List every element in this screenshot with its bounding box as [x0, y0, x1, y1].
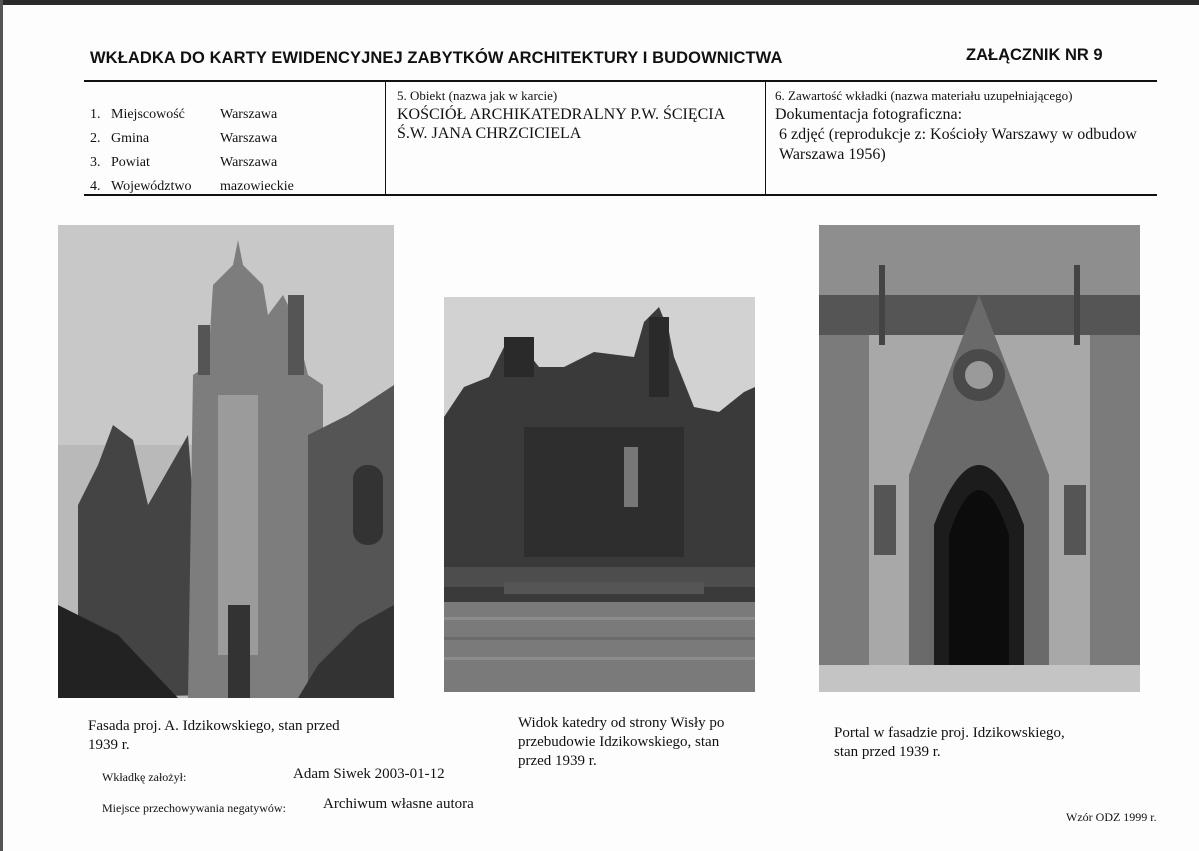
field-num-2: 2. [90, 131, 101, 146]
contents-line1: Dokumentacja fotograficzna: [775, 106, 963, 123]
portal-photo [819, 225, 1140, 692]
photo-caption-2-line3: przed 1939 r. [518, 753, 597, 769]
photo-caption-2 [518, 714, 778, 771]
table-divider-1 [385, 81, 386, 195]
object-name-line1: KOŚCIÓŁ ARCHIKATEDRALNY P.W. ŚCIĘCIA [397, 106, 726, 123]
field-value-voivodeship: mazowieckie [220, 179, 294, 194]
photo-caption-1-line2: 1939 r. [88, 737, 130, 753]
annex-number: ZAŁĄCZNIK NR 9 [966, 46, 1103, 64]
form-title: WKŁADKA DO KARTY EWIDENCYJNEJ ZABYTKÓW ARCHITEKTURY I BUDOWNICTWA [90, 49, 783, 67]
field-label-locality: Miejscowość [111, 107, 185, 122]
field-label-district: Powiat [111, 155, 150, 170]
scan-top-edge [0, 0, 1199, 5]
table-divider-2 [765, 81, 766, 195]
photo-caption-3-line1: Portal w fasadzie proj. Idzikowskiego, [834, 725, 1065, 741]
object-name-line2: Ś.W. JANA CHRZCICIELA [397, 125, 582, 142]
field-label-commune: Gmina [111, 131, 150, 146]
field-num-3: 3. [90, 155, 101, 170]
field-value-locality: Warszawa [220, 107, 278, 122]
photo-caption-3-line2: stan przed 1939 r. [834, 744, 941, 760]
contents-line2: 6 zdjęć (reprodukcje z: Kościoły Warszawy w odbudow [779, 126, 1137, 143]
contents-line3: Warszawa 1956) [779, 146, 886, 163]
template-version: Wzór ODZ 1999 r. [1066, 810, 1157, 824]
photo-caption-2-line1: Widok katedry od strony Wisły po [518, 715, 725, 731]
founded-by-label: Wkładkę założył: [102, 770, 187, 784]
field-num-1: 1. [90, 107, 101, 122]
table-top-rule [84, 80, 1157, 82]
negatives-storage-label: Miejsce przechowywania negatywów: [102, 801, 286, 815]
contents-label: 6. Zawartość wkładki (nazwa materiału uzupełniającego) [775, 88, 1073, 103]
field-label-voivodeship: Województwo [111, 179, 192, 194]
photo-caption-1 [88, 717, 408, 755]
cathedral-from-vistula-photo [444, 297, 755, 692]
scan-left-edge [0, 0, 3, 851]
object-label: 5. Obiekt (nazwa jak w karcie) [397, 88, 558, 103]
founded-by-value: Adam Siwek 2003-01-12 [293, 766, 445, 782]
field-value-district: Warszawa [220, 155, 278, 170]
field-value-commune: Warszawa [220, 131, 278, 146]
photo-caption-1-line1: Fasada proj. A. Idzikowskiego, stan przed [88, 718, 340, 734]
photo-caption-3 [834, 724, 1134, 762]
cathedral-facade-photo [58, 225, 394, 698]
negatives-storage-value: Archiwum własne autora [323, 796, 474, 812]
field-num-4: 4. [90, 179, 101, 194]
photo-caption-2-line2: przebudowie Idzikowskiego, stan [518, 734, 720, 750]
